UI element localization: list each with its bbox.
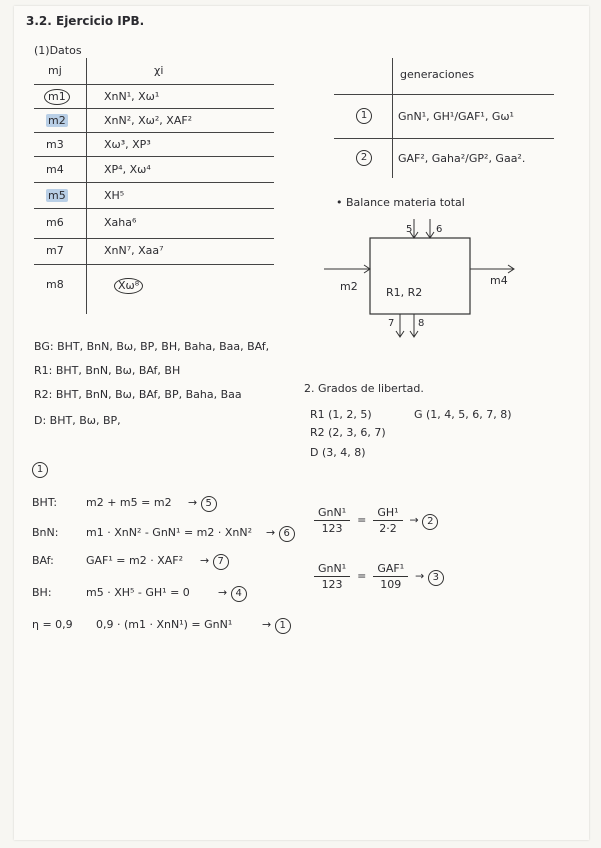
table-header-m: mj	[48, 64, 62, 77]
frac-num: GnN¹	[314, 562, 350, 577]
eq-label: BnN:	[32, 526, 59, 539]
stream-8: 8	[418, 318, 425, 329]
table-cell-x: XnN², Xω², XAF²	[104, 114, 193, 127]
table-cell-m: m8	[46, 278, 64, 291]
gen-row-text: GnN¹, GH¹/GAF¹, Gω¹	[398, 110, 514, 123]
section-datos-label: (1)Datos	[34, 44, 82, 57]
table-cell-x: XP⁴, Xω⁴	[104, 163, 151, 176]
stream-6: 6	[436, 224, 443, 235]
frac-den: 109	[380, 578, 402, 591]
species-line: R1: BHT, BnN, Bω, BAf, BH	[34, 364, 181, 377]
table-cell-m: m2	[48, 114, 66, 127]
eq-label: BAf:	[32, 554, 54, 567]
notebook-page: 3.2. Ejercicio IPB. (1)Datos mj χi m1 XnN¹, Xω¹ m2 XnN², Xω², XAF² m3 Xω³, XP³ m4 XP⁴, Xω⁴ m5 XH⁵ m6 Xaha⁶ m7 XnN⁷, Xaa⁷ m8 Xω⁸ generaciones 1 GnN¹, GH¹/GAF¹, Gω¹ 2 GAF², Gaha²/GP², Gaa². • Balance materia total 5 6 7 8 m2 m4 R1, R2 BG: BHT, BnN, Bω, BP, BH, Baha, Baa, BAf, R1: BHT, BnN, Bω, BAf, BH R2: BHT, BnN, Bω, BAf, BP, Baha, Baa D: BHT, Bω, BP, 2. Grados de libertad. R1 (1, 2, 5) G (1, 4, 5, 6, 7, 8) R2 (2, 3, 6, 7) D (3, 4, 8) 1 BHT: m2 + m5 = m2 → 5 BnN: m1 · XnN² - GnN¹ = m2 · XnN² → 6 BAf: GAF¹ = m2 · XAF² → 7 BH: m5 · XH⁵ - GH¹ = 0 → 4 η = 0,9 0,9 · (m1 · XnN¹) = GnN¹ → 1 $\frac{\text{GnN¹}}{123}$ = $\frac{\text{GH¹}}{2\cdot 2}$ → 2 $\frac{\text{GnN¹}}{123}$ = $\frac{\text{GAF¹}}{109}$ → 3	[14, 6, 589, 840]
grados-line: R2 (2, 3, 6, 7)	[310, 426, 386, 439]
table-cell-m: m7	[46, 244, 64, 257]
table-cell-x: Xω⁸	[114, 278, 143, 294]
frac-ref: 3	[428, 570, 444, 586]
eq-label: η = 0,9	[32, 618, 73, 631]
page-title: 3.2. Ejercicio IPB.	[26, 14, 145, 28]
species-line: D: BHT, Bω, BP,	[34, 414, 121, 427]
frac-num: GAF¹	[373, 562, 408, 577]
grados-line: D (3, 4, 8)	[310, 446, 366, 459]
grados-title: 2. Grados de libertad.	[304, 382, 424, 395]
eq-expr: m2 + m5 = m2	[86, 496, 172, 509]
table-cell-m: m6	[46, 216, 64, 229]
eq-ref: 7	[213, 554, 229, 570]
species-line: R2: BHT, BnN, Bω, BAf, BP, Baha, Baa	[34, 388, 242, 401]
frac-num: GH¹	[373, 506, 402, 521]
stream-7: 7	[388, 318, 395, 329]
frac-den: 123	[321, 578, 343, 591]
table-cell-x: XnN¹, Xω¹	[104, 90, 160, 103]
stream-left: m2	[340, 280, 358, 293]
gen-row-number: 1	[356, 108, 372, 124]
frac-den: 2·2	[379, 522, 397, 535]
table-cell-m: m1	[44, 89, 70, 105]
grados-line: G (1, 4, 5, 6, 7, 8)	[414, 408, 512, 421]
table-cell-x: Xaha⁶	[104, 216, 137, 229]
section-marker: 1	[32, 462, 48, 478]
eq-ref: 6	[279, 526, 295, 542]
stream-right: m4	[490, 274, 508, 287]
eq-label: BH:	[32, 586, 52, 599]
table-cell-m: m3	[46, 138, 64, 151]
eq-expr: m1 · XnN² - GnN¹ = m2 · XnN²	[86, 526, 253, 539]
table-cell-m: m4	[46, 163, 64, 176]
eq-expr: GAF¹ = m2 · XAF²	[86, 554, 183, 567]
eq-ref: 4	[231, 586, 247, 602]
eq-expr: 0,9 · (m1 · XnN¹) = GnN¹	[96, 618, 233, 631]
table-cell-x: Xω³, XP³	[104, 138, 151, 151]
eq-expr: m5 · XH⁵ - GH¹ = 0	[86, 586, 190, 599]
table-cell-x: XH⁵	[104, 189, 125, 202]
box-label: R1, R2	[386, 286, 423, 299]
frac-num: GnN¹	[314, 506, 350, 521]
species-line: BG: BHT, BnN, Bω, BP, BH, Baha, Baa, BAf,	[34, 340, 270, 353]
gen-row-text: GAF², Gaha²/GP², Gaa².	[398, 152, 526, 165]
gen-row-number: 2	[356, 150, 372, 166]
frac-ref: 2	[422, 514, 438, 530]
grados-line: R1 (1, 2, 5)	[310, 408, 372, 421]
table-cell-x: XnN⁷, Xaa⁷	[104, 244, 164, 257]
gen-header: generaciones	[400, 68, 475, 81]
eq-label: BHT:	[32, 496, 58, 509]
frac-den: 123	[321, 522, 343, 535]
eq-ref: 5	[201, 496, 217, 512]
stream-5: 5	[406, 224, 413, 235]
table-header-x: χi	[154, 64, 164, 77]
table-cell-m: m5	[48, 189, 66, 202]
eq-ref: 1	[275, 618, 291, 634]
balance-title: • Balance materia total	[336, 196, 465, 209]
